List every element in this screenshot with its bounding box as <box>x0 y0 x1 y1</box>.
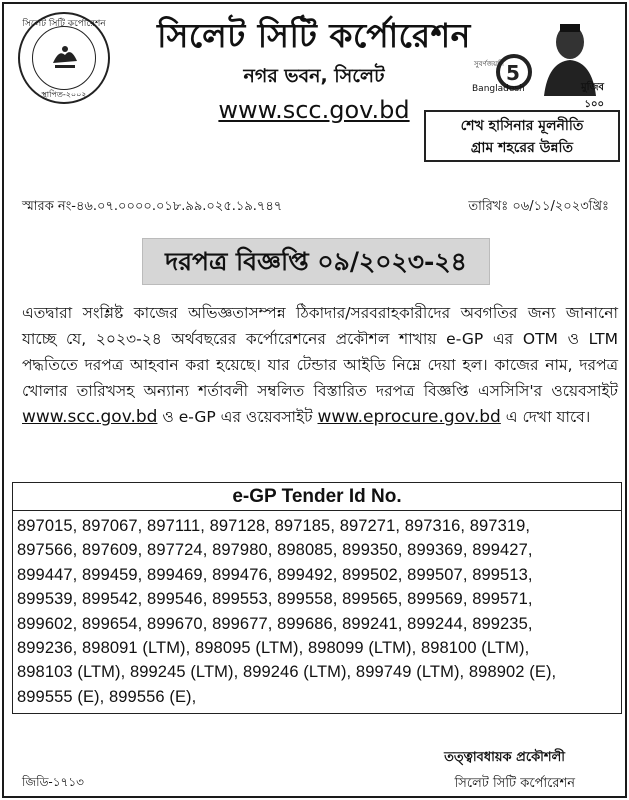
seal-inner-ring <box>32 26 96 90</box>
body-text-2: ও e-GP এর ওয়েবসাইট <box>157 408 318 426</box>
tender-id-line: 899539, 899542, 899546, 899553, 899558, 899565, 899569, 899571, <box>17 590 533 609</box>
tender-id-list <box>13 511 621 713</box>
scc-website-link[interactable]: www.scc.gov.bd <box>22 407 158 427</box>
seal-text-top: সিলেট সিটি কর্পোরেশন <box>22 19 106 29</box>
slogan-line-2: গ্রাম শহরের উন্নতি <box>470 140 574 156</box>
body-text-1: এতদ্বারা সংশ্লিষ্ট কাজের অভিজ্ঞতাসম্পন্ন ঠিকাদার/সরবরাহকারীদের অবগতির জন্য জানানো যাচ্ছে যে, ২০২৩-২৪ অর্থবছরের কর্পোরেশনের প্রকৌশল শাখায় e-GP এর OTM ও LTM পদ্ধতিতে দরপত্র আহবান করা হয়েছে। যার টেন্ডার আইডি নিম্নে দেয়া হল। কাজের নাম, দরপত্র খোলার তারিখসহ অন্যান্য শর্তাবলী সম্বলিত বিস্তারিত দরপত্র বিজ্ঞপ্তি এসসিসি'র ওয়েবসাইট <box>22 304 618 400</box>
city-corporation-seal <box>18 12 110 104</box>
tender-id-line: 897566, 897609, 897724, 897980, 898085, 899350, 899369, 899427, <box>17 541 533 560</box>
tender-id-line: 897015, 897067, 897111, 897128, 897185, 897271, 897316, 897319, <box>17 517 531 535</box>
emblem-icon <box>49 41 81 73</box>
signer-organization: সিলেট সিটি কর্পোরেশন <box>454 776 575 791</box>
gd-number: জিডি-১৭১৩ <box>22 775 84 789</box>
slogan-line-1: শেখ হাসিনার মূলনীতি <box>460 118 584 134</box>
memo-number: স্মারক নং-৪৬.০৭.০০০০.০১৮.৯৯.০২৫.১৯.৭৪৭ <box>22 199 283 214</box>
mujib-100-label: মুজিব ১০০ <box>581 82 604 110</box>
memo-date: তারিখঃ ০৬/১১/২০২৩খ্রিঃ <box>468 199 609 214</box>
tender-id-line: 899447, 899459, 899469, 899476, 899492, 899502, 899507, 899513, <box>17 565 533 584</box>
notice-title: দরপত্র বিজ্ঞপ্তি ০৯/২০২৩-২৪ <box>142 238 490 285</box>
website-text[interactable]: www.scc.gov.bd <box>218 96 410 124</box>
tender-id-line: 899555 (E), 899556 (E), <box>17 687 197 706</box>
body-text-3: এ দেখা যাবে। <box>500 408 591 426</box>
svg-text:সুবর্ণজয়ন্তী: সুবর্ণজয়ন্তী <box>474 60 504 68</box>
page-title: সিলেট সিটি কর্পোরেশন <box>157 16 471 55</box>
signer-title: তত্ত্বাবধায়ক প্রকৌশলী <box>444 750 565 765</box>
eprocure-website-link[interactable]: www.eprocure.gov.bd <box>317 407 501 427</box>
notice-page <box>2 2 627 798</box>
tender-id-table <box>12 482 622 714</box>
tender-id-heading: e-GP Tender Id No. <box>13 483 621 511</box>
tender-id-line: 899602, 899654, 899670, 899677, 899686, 899241, 899244, 899235, <box>17 614 533 633</box>
svg-text:5: 5 <box>506 61 520 85</box>
page-subtitle: নগর ভবন, সিলেট <box>243 65 385 87</box>
logo50-caption: Bangladesh <box>472 84 525 94</box>
tender-id-line: 898103 (LTM), 899245 (LTM), 899246 (LTM), 899749 (LTM), 898902 (E), <box>17 663 557 682</box>
bangladesh-50-logo-icon <box>472 52 534 102</box>
notice-body <box>22 300 618 430</box>
tender-id-line: 899236, 898091 (LTM), 898095 (LTM), 898099 (LTM), 898100 (LTM), <box>17 639 530 658</box>
seal-text-bottom: স্থাপিত-২০০২ <box>41 90 87 99</box>
slogan-box <box>424 110 620 162</box>
